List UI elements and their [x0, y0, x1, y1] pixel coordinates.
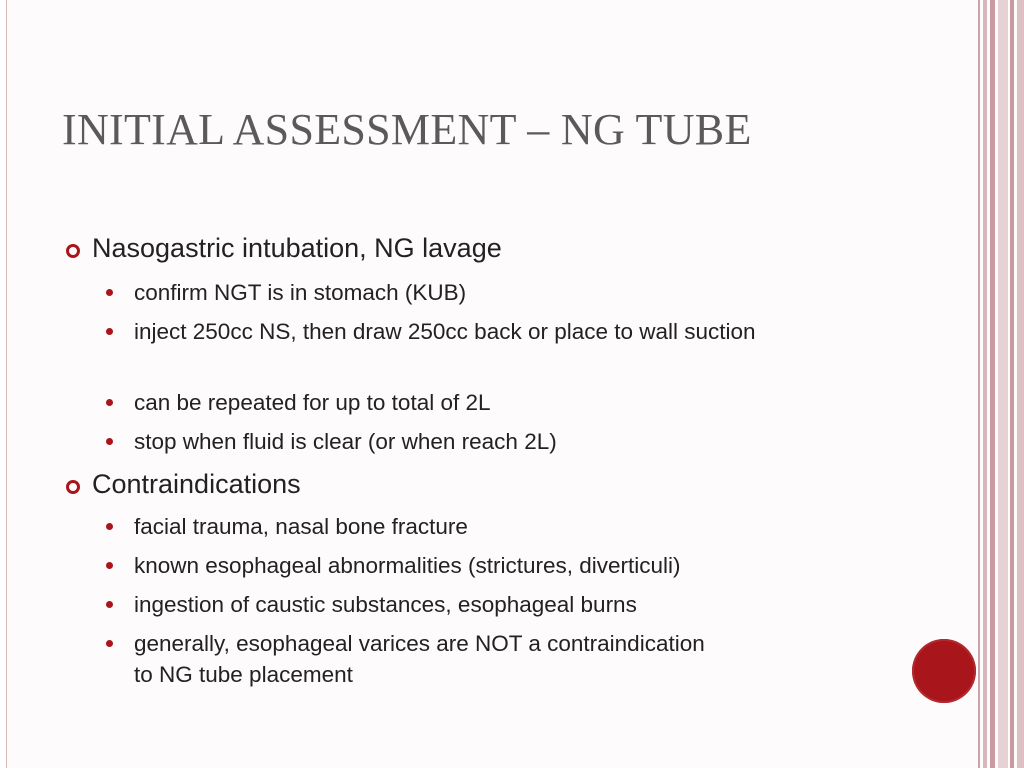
list-item: stop when fluid is clear (or when reach 2L) — [134, 429, 557, 454]
slide-title: INITIAL ASSESSMENT – NG TUBE — [62, 105, 752, 154]
right-stripe — [998, 0, 1008, 768]
left-border — [0, 0, 7, 768]
list-item: inject 250cc NS, then draw 250cc back or place to wall suction — [134, 319, 756, 344]
section-heading: Nasogastric intubation, NG lavage — [92, 233, 502, 263]
ring-bullet-icon — [66, 244, 80, 258]
right-stripe — [990, 0, 995, 768]
dot-bullet-icon — [106, 601, 113, 608]
list-item: confirm NGT is in stomach (KUB) — [134, 280, 467, 305]
dot-bullet-icon — [106, 289, 113, 296]
right-stripe — [978, 0, 980, 768]
right-stripe — [1017, 0, 1024, 768]
dot-bullet-icon — [106, 640, 113, 647]
list-item: known esophageal abnormalities (strictures, diverticuli) — [134, 553, 681, 578]
dot-bullet-icon — [106, 562, 113, 569]
ring-bullet-icon — [66, 480, 80, 494]
right-stripe — [1010, 0, 1014, 768]
dot-bullet-icon — [106, 523, 113, 530]
right-stripe — [983, 0, 987, 768]
section-heading: Contraindications — [92, 469, 301, 499]
list-item: generally, esophageal varices are NOT a contraindication to NG tube placement — [134, 631, 705, 687]
dot-bullet-icon — [106, 438, 113, 445]
list-item: facial trauma, nasal bone fracture — [134, 514, 468, 539]
dot-bullet-icon — [106, 328, 113, 335]
list-item: ingestion of caustic substances, esophageal burns — [134, 592, 637, 617]
list-item: can be repeated for up to total of 2L — [134, 390, 491, 415]
dot-bullet-icon — [106, 399, 113, 406]
decorative-circle — [912, 639, 976, 703]
